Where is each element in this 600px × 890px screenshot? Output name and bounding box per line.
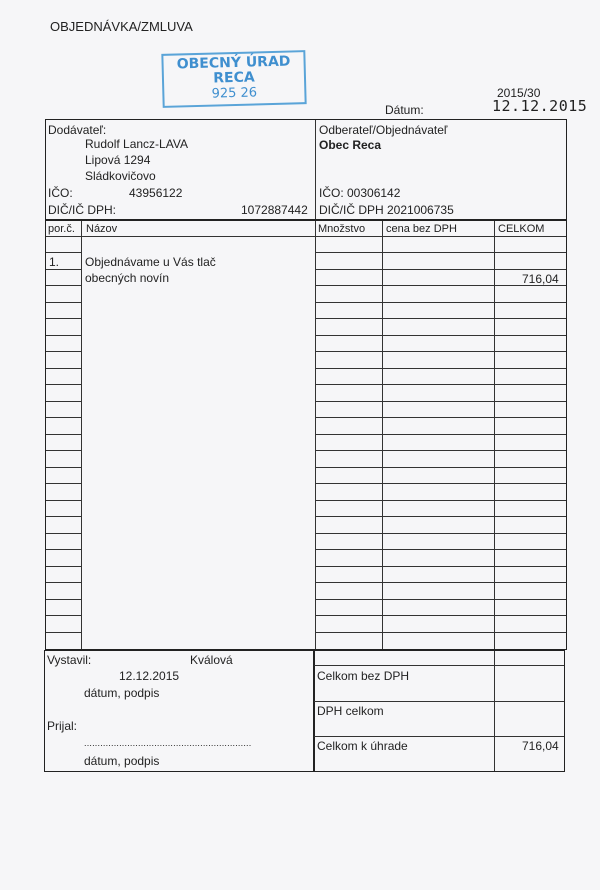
header-no: por.č. [48, 223, 75, 235]
row-1-total: 716,04 [522, 272, 559, 286]
table-row-line [46, 384, 81, 385]
table-row-line [46, 269, 81, 270]
totals-line-1 [314, 665, 564, 666]
table-row-line [316, 269, 382, 270]
table-row-line [495, 450, 566, 451]
col-divider-no [81, 221, 82, 649]
stamp-line-3: 925 26 [211, 85, 258, 102]
table-row-line [46, 632, 81, 633]
table-row-line [316, 599, 382, 600]
table-row-line [316, 566, 382, 567]
table-row-line [383, 285, 494, 286]
table-row-line [46, 516, 81, 517]
table-row-line [316, 632, 382, 633]
total-without-vat-label: Celkom bez DPH [317, 669, 410, 683]
table-row-line [383, 599, 494, 600]
table-row-line [46, 335, 81, 336]
table-row-line [316, 318, 382, 319]
supplier-dic-label: DIČ/IČ DPH: [48, 203, 117, 217]
table-row-line [46, 483, 81, 484]
parties-divider [315, 120, 316, 219]
table-row-line [46, 615, 81, 616]
table-row-line [495, 368, 566, 369]
table-row-line [495, 483, 566, 484]
table-row-line [316, 516, 382, 517]
customer-name: Obec Reca [319, 138, 382, 152]
customer-dic: DIČ/IČ DPH 2021006735 [319, 203, 454, 217]
table-row-line [316, 285, 382, 286]
received-label: Prijal: [47, 719, 78, 733]
table-row-line [495, 500, 566, 501]
table-row-line [46, 252, 81, 253]
table-row-line [46, 434, 81, 435]
table-row-line [46, 302, 81, 303]
table-row-line [46, 500, 81, 501]
row-1-name-line1: Objednávame u Vás tlač [85, 255, 216, 269]
table-row-line [495, 582, 566, 583]
table-row-line [383, 549, 494, 550]
received-sign-label: dátum, podpis [84, 754, 160, 768]
issued-label: Vystavil: [47, 653, 92, 667]
table-row-line [383, 615, 494, 616]
table-row-line [495, 417, 566, 418]
table-row-line [495, 549, 566, 550]
table-row-line [495, 401, 566, 402]
table-row-line [383, 384, 494, 385]
table-row-line [495, 269, 566, 270]
table-row-line [316, 500, 382, 501]
issued-name: Kválová [190, 653, 233, 667]
table-row-line [383, 252, 494, 253]
table-row-line [383, 516, 494, 517]
vat-total-label: DPH celkom [317, 704, 384, 718]
table-row-line [316, 401, 382, 402]
table-row-line [383, 351, 494, 352]
table-row-line [46, 566, 81, 567]
supplier-street: Lipová 1294 [85, 153, 151, 167]
table-row-line [495, 533, 566, 534]
table-row-line [316, 615, 382, 616]
supplier-ico-label: IČO: [48, 186, 73, 200]
table-row-line [46, 417, 81, 418]
row-1-number: 1. [49, 255, 60, 269]
table-row-line [316, 549, 382, 550]
totals-divider [494, 651, 495, 771]
document-title: OBJEDNÁVKA/ZMLUVA [50, 19, 193, 34]
table-row-line [316, 467, 382, 468]
table-row-line [316, 302, 382, 303]
table-row-line [383, 302, 494, 303]
header-qty: Množstvo [318, 223, 366, 235]
table-row-line [383, 335, 494, 336]
table-row-line [495, 252, 566, 253]
table-row-line [495, 351, 566, 352]
table-row-line [383, 269, 494, 270]
table-row-line [316, 351, 382, 352]
table-row-line [383, 566, 494, 567]
table-row-line [46, 351, 81, 352]
stamp-line-2: RECA [213, 69, 255, 87]
table-row-line [495, 302, 566, 303]
stamp-line-1: OBECNÝ ÚRAD [176, 53, 291, 73]
table-row-line [495, 632, 566, 633]
table-row-line [46, 582, 81, 583]
table-row-line [383, 434, 494, 435]
table-row-line [46, 285, 81, 286]
table-row-line [383, 368, 494, 369]
table-row-line [383, 632, 494, 633]
table-row-line [383, 401, 494, 402]
table-row-line [495, 434, 566, 435]
issued-date: 12.12.2015 [119, 669, 180, 683]
table-row-line [316, 417, 382, 418]
customer-ico: IČO: 00306142 [319, 186, 401, 200]
table-row-line [316, 434, 382, 435]
table-row-line [316, 483, 382, 484]
table-row-line [383, 318, 494, 319]
table-row-line [495, 335, 566, 336]
table-row-line [495, 467, 566, 468]
table-row-line [383, 417, 494, 418]
totals-line-3 [314, 736, 564, 737]
table-row-line [316, 252, 382, 253]
total-to-pay-label: Celkom k úhrade [317, 739, 408, 753]
supplier-city: Sládkovičovo [85, 169, 156, 183]
issued-sign-label: dátum, podpis [84, 686, 160, 700]
table-row-line [46, 599, 81, 600]
table-row-line [495, 384, 566, 385]
table-row-line [383, 500, 494, 501]
header-name: Názov [86, 223, 118, 235]
row-1-name-line2: obecných novín [85, 271, 170, 285]
table-row-line [495, 516, 566, 517]
customer-heading: Odberateľ/Objednávateľ [319, 123, 448, 137]
supplier-ico: 43956122 [129, 186, 183, 200]
document-number: 2015/30 [497, 86, 541, 100]
table-row-line [316, 450, 382, 451]
table-row-line [46, 318, 81, 319]
header-total: CELKOM [498, 223, 545, 235]
table-row-line [46, 450, 81, 451]
totals-line-2 [314, 701, 564, 702]
supplier-name: Rudolf Lancz-LAVA [85, 137, 188, 151]
table-row-line [316, 368, 382, 369]
table-row-line [46, 533, 81, 534]
table-row-line [383, 533, 494, 534]
date-value: 12.12.2015 [492, 97, 588, 115]
table-row-line [316, 384, 382, 385]
table-row-line [383, 450, 494, 451]
table-row-line [383, 483, 494, 484]
table-row-line [495, 566, 566, 567]
table-row-line [46, 368, 81, 369]
table-row-line [316, 533, 382, 534]
table-row-line [46, 401, 81, 402]
supplier-dic: 1072887442 [241, 203, 308, 217]
table-row-line [316, 335, 382, 336]
office-stamp [161, 50, 306, 108]
total-to-pay-value: 716,04 [522, 739, 559, 753]
date-label: Dátum: [385, 103, 424, 117]
table-header-line [46, 236, 566, 237]
supplier-heading: Dodávateľ: [48, 123, 107, 137]
header-price: cena bez DPH [386, 223, 457, 235]
table-row-line [495, 599, 566, 600]
table-row-line [495, 318, 566, 319]
table-row-line [316, 582, 382, 583]
table-row-line [383, 582, 494, 583]
table-row-line [46, 549, 81, 550]
table-row-line [495, 615, 566, 616]
table-row-line [46, 467, 81, 468]
signature-line: .............................................................. [84, 738, 252, 748]
table-row-line [383, 467, 494, 468]
